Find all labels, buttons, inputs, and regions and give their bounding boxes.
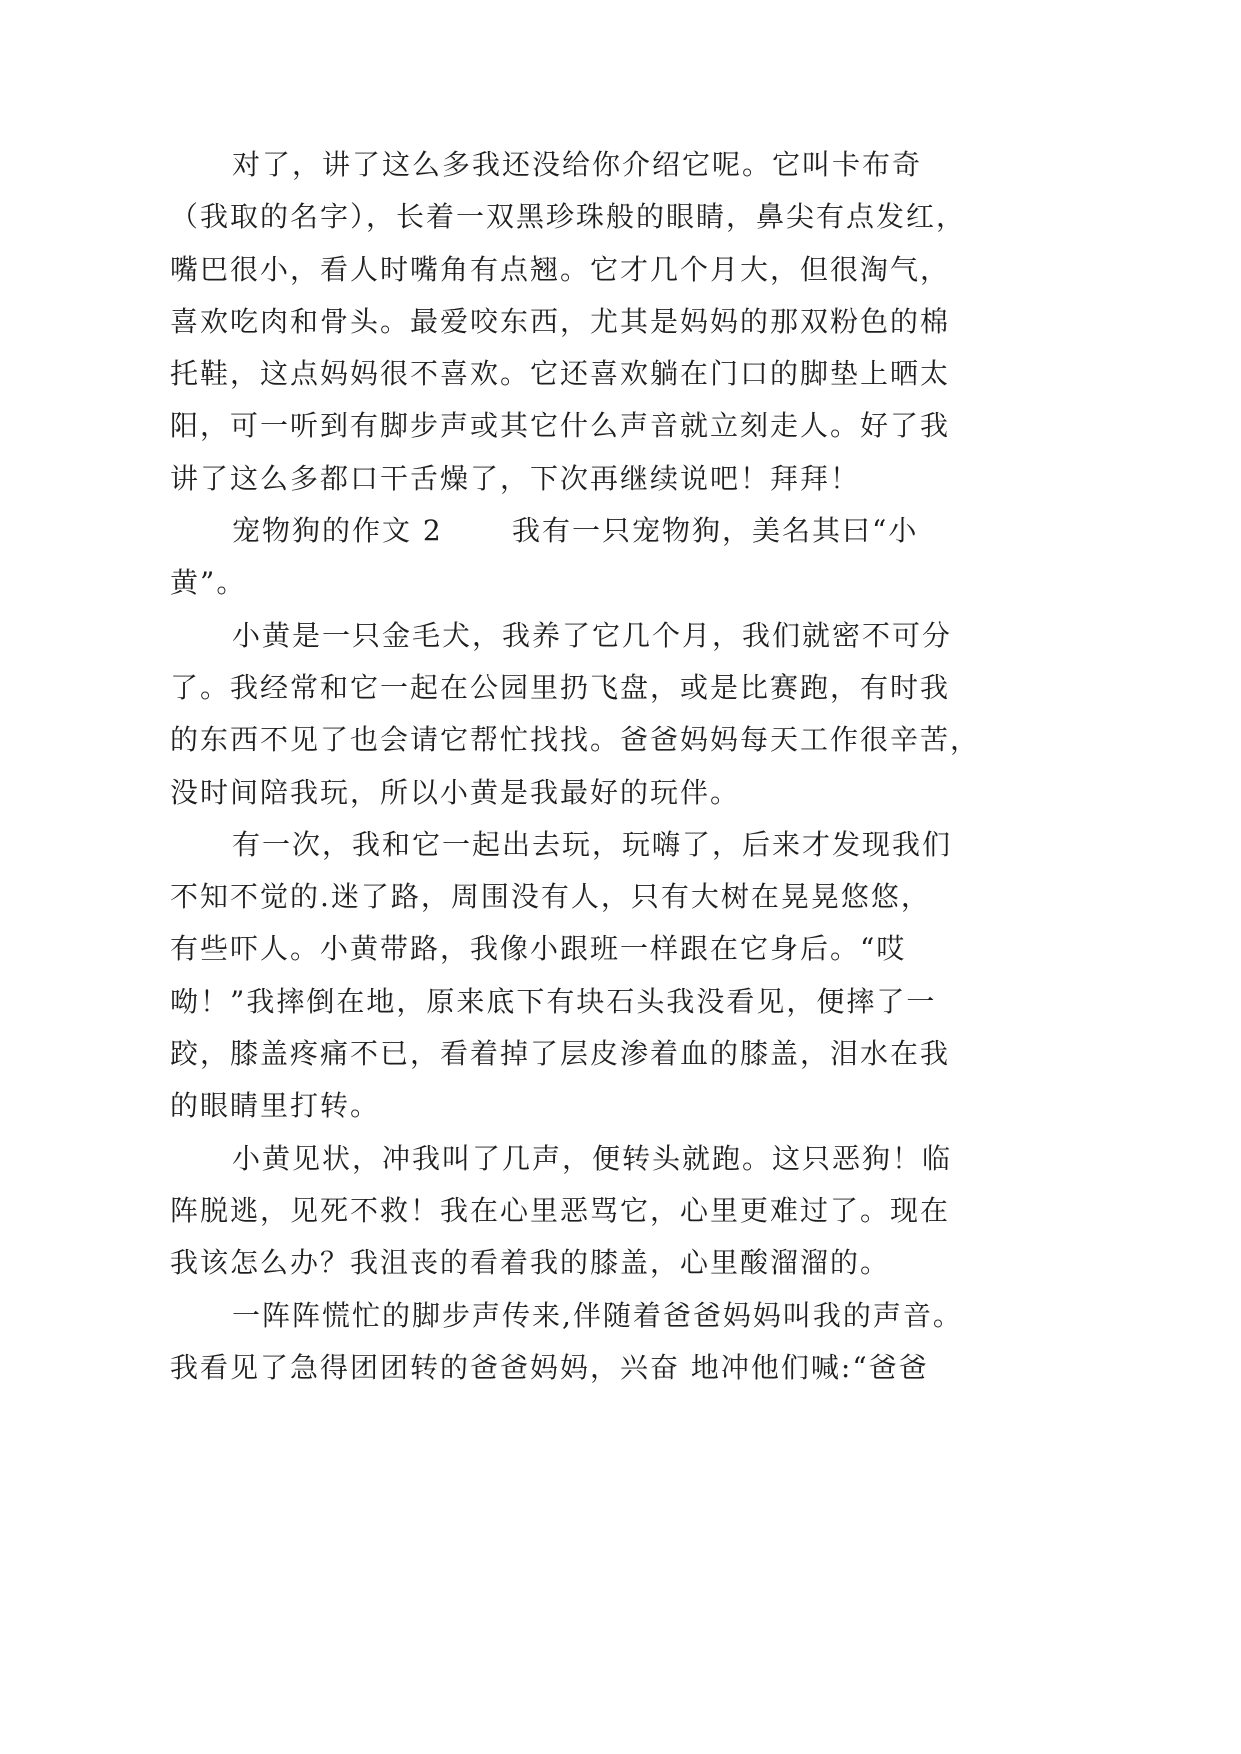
text-line: 有一次，我和它一起出去玩，玩嗨了，后来才发现我们 — [232, 827, 953, 861]
section-heading: 宠物狗的作文 2 — [232, 514, 443, 548]
text-line: 嘴巴很小，看人时嘴角有点翘。它才几个月大，但很淘气， — [170, 252, 951, 286]
text-line: 有些吓人。小黄带路，我像小跟班一样跟在它身后。“哎 — [170, 932, 907, 966]
text-line: （我取的名字），长着一双黑珍珠般的眼睛，鼻尖有点发红， — [170, 200, 967, 234]
text-line: 一阵阵慌忙的脚步声传来,伴随着爸爸妈妈叫我的声音。 — [232, 1298, 963, 1332]
text-line: 托鞋，这点妈妈很不喜欢。它还喜欢躺在门口的脚垫上晒太 — [170, 357, 951, 391]
text-line: 讲了这么多都口干舌燥了，下次再继续说吧！拜拜！ — [170, 461, 861, 495]
text-line: 我该怎么办？我沮丧的看着我的膝盖，心里酸溜溜的。 — [170, 1246, 891, 1280]
text-line: 呦！”我摔倒在地，原来底下有块石头我没看见，便摔了一 — [170, 984, 937, 1018]
text-line: 不知不觉的.迷了路，周围没有人，只有大树在晃晃悠悠， — [170, 880, 931, 914]
text-line: 的东西不见了也会请它帮忙找找。爸爸妈妈每天工作很辛苦， — [170, 723, 981, 757]
text-line: 阳，可一听到有脚步声或其它什么声音就立刻走人。好了我 — [170, 409, 951, 443]
text-line: 没时间陪我玩，所以小黄是我最好的玩伴。 — [170, 775, 741, 809]
section-first-line: 我有一只宠物狗，美名其曰“小 — [512, 514, 919, 548]
text-line: 阵脱逃，见死不救！我在心里恶骂它，心里更难过了。现在 — [170, 1193, 951, 1227]
text-line: 黄”。 — [170, 566, 247, 600]
section-heading-line — [170, 505, 1070, 557]
text-line: 小黄见状，冲我叫了几声，便转头就跑。这只恶狗！临 — [232, 1141, 953, 1175]
essay-body — [170, 139, 1070, 1394]
text-line: 喜欢吃肉和骨头。最爱咬东西，尤其是妈妈的那双粉色的棉 — [170, 304, 951, 338]
text-line: 我看见了急得团团转的爸爸妈妈，兴奋 地冲他们喊:“爸爸 — [170, 1350, 929, 1384]
text-line: 的眼睛里打转。 — [170, 1089, 381, 1123]
text-line: 了。我经常和它一起在公园里扔飞盘，或是比赛跑，有时我 — [170, 670, 951, 704]
text-line: 跤，膝盖疼痛不已，看着掉了层皮渗着血的膝盖，泪水在我 — [170, 1037, 951, 1071]
text-line: 对了，讲了这么多我还没给你介绍它呢。它叫卡布奇 — [232, 148, 923, 181]
text-line: 小黄是一只金毛犬，我养了它几个月，我们就密不可分 — [232, 618, 953, 652]
